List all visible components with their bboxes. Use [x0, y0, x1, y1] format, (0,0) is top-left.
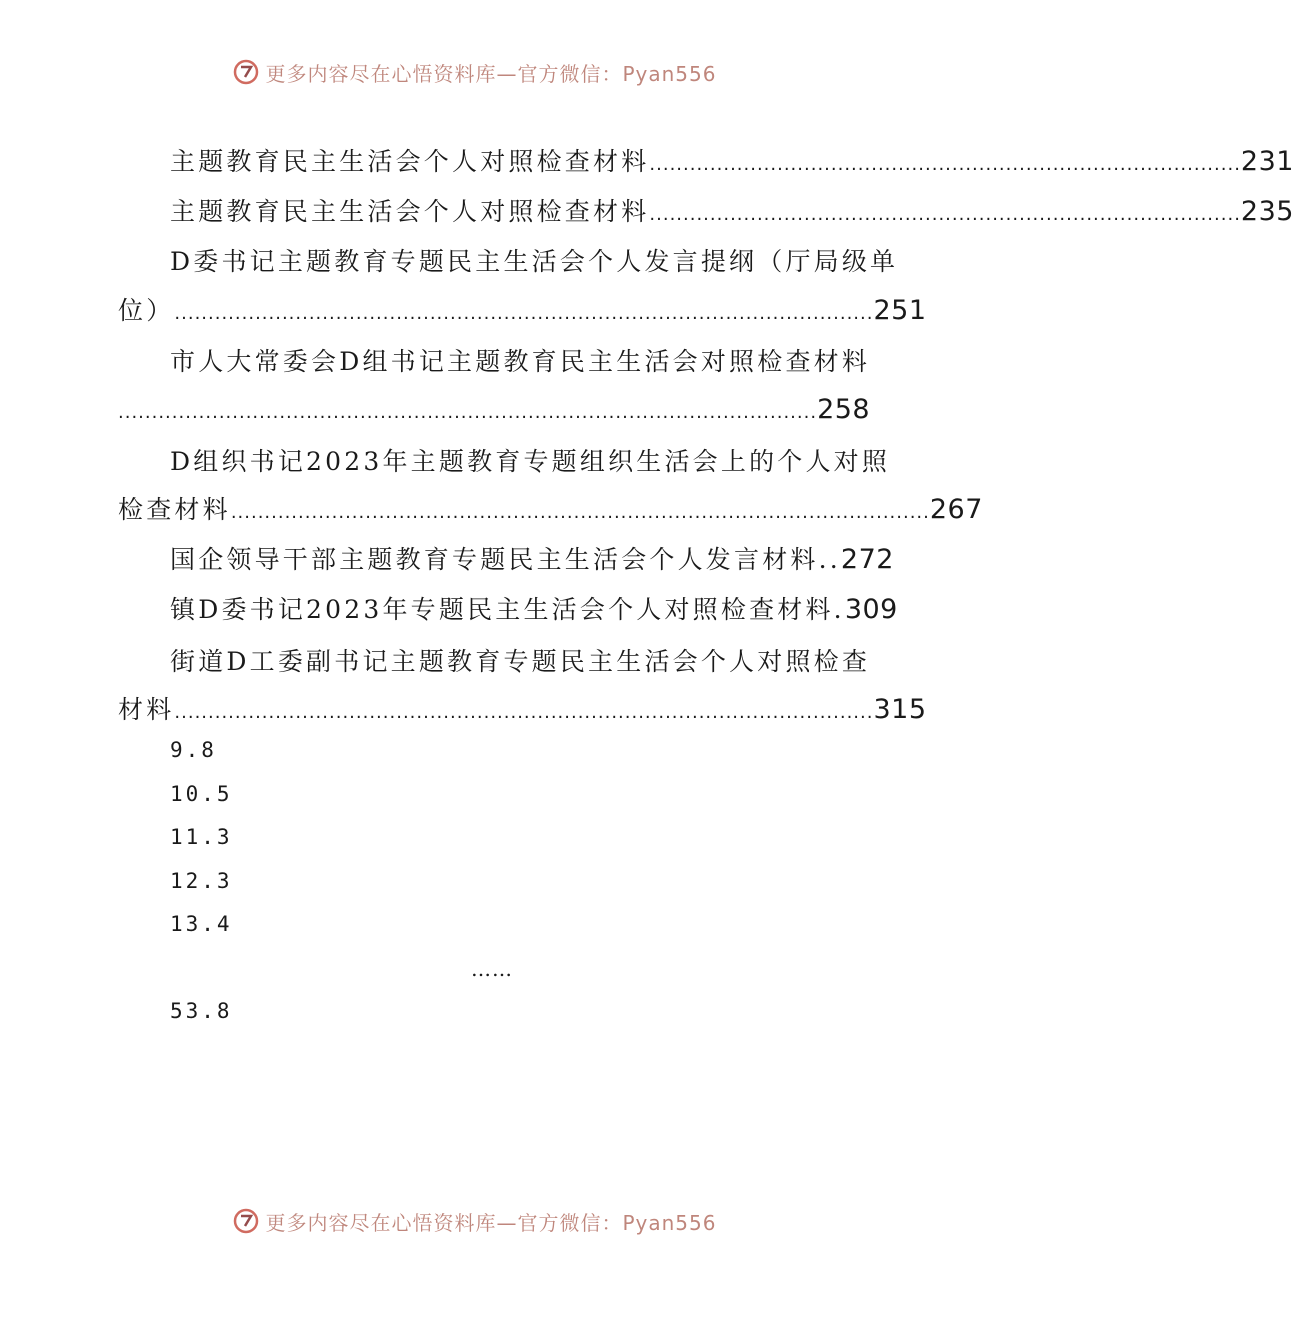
- toc-leader: ........................................................................................................: [174, 303, 874, 324]
- toc-entry[interactable]: [118, 493, 983, 527]
- toc-title: 主题教育民主生活会个人对照检查材料: [170, 197, 650, 226]
- toc-page-number: 272: [840, 544, 894, 575]
- number-item: 13.4: [170, 912, 233, 936]
- toc-title: 镇D委书记2023年专题民主生活会个人对照检查材料.: [170, 595, 845, 624]
- toc-page-number: 235: [1240, 196, 1294, 227]
- toc-page-number: 315: [873, 694, 927, 725]
- toc-leader: ........................................................................................................: [118, 402, 818, 423]
- toc-leader: ........................................................................................................: [230, 502, 930, 523]
- banner-text: 更多内容尽在心悟资料库—官方微信：Pyan556: [265, 61, 717, 86]
- toc-leader: ........................................................................................................: [174, 702, 874, 723]
- toc-title-line1[interactable]: D组织书记2023年主题教育专题组织生活会上的个人对照: [170, 447, 891, 476]
- header-banner: [0, 58, 950, 86]
- toc-title-line1[interactable]: 市人大常委会D组书记主题教育民主生活会对照检查材料: [170, 347, 871, 376]
- toc-page-number: 267: [929, 494, 983, 525]
- logo-icon: [233, 59, 259, 85]
- toc-entry[interactable]: [170, 593, 898, 627]
- toc-title-line2: 材料: [118, 695, 175, 724]
- footer-banner: [0, 1207, 950, 1235]
- ellipsis: ……: [471, 957, 513, 981]
- banner-text: 更多内容尽在心悟资料库—官方微信：Pyan556: [265, 1210, 717, 1235]
- toc-page-number: 258: [817, 394, 871, 425]
- toc-entry[interactable]: [170, 145, 1294, 179]
- toc-title-line1[interactable]: 街道D工委副书记主题教育专题民主生活会个人对照检查: [170, 647, 871, 676]
- toc-entry[interactable]: [118, 693, 927, 727]
- toc-leader: ........................................................................................: [649, 204, 1241, 225]
- toc-leader: ........................................................................................: [649, 154, 1241, 175]
- number-item: 11.3: [170, 825, 233, 849]
- toc-title: 主题教育民主生活会个人对照检查材料: [170, 147, 650, 176]
- toc-page-number: 251: [873, 295, 927, 326]
- toc-page-number: 231: [1240, 146, 1294, 177]
- logo-icon: [233, 1208, 259, 1234]
- toc-title-line2: 检查材料: [118, 495, 231, 524]
- number-item: 10.5: [170, 782, 233, 806]
- toc-entry[interactable]: [118, 294, 927, 328]
- number-item: 9.8: [170, 738, 217, 762]
- toc-title: 国企领导干部主题教育专题民主生活会个人发言材料..: [170, 545, 841, 574]
- number-item: 12.3: [170, 869, 233, 893]
- toc-entry[interactable]: [170, 543, 894, 577]
- toc-title-line2: 位）: [118, 296, 175, 325]
- number-item: 53.8: [170, 999, 233, 1023]
- toc-entry[interactable]: [170, 195, 1294, 229]
- toc-entry[interactable]: [118, 393, 871, 427]
- toc-page-number: 309: [844, 594, 898, 625]
- toc-title-line1[interactable]: D委书记主题教育专题民主生活会个人发言提纲（厅局级单: [170, 247, 899, 276]
